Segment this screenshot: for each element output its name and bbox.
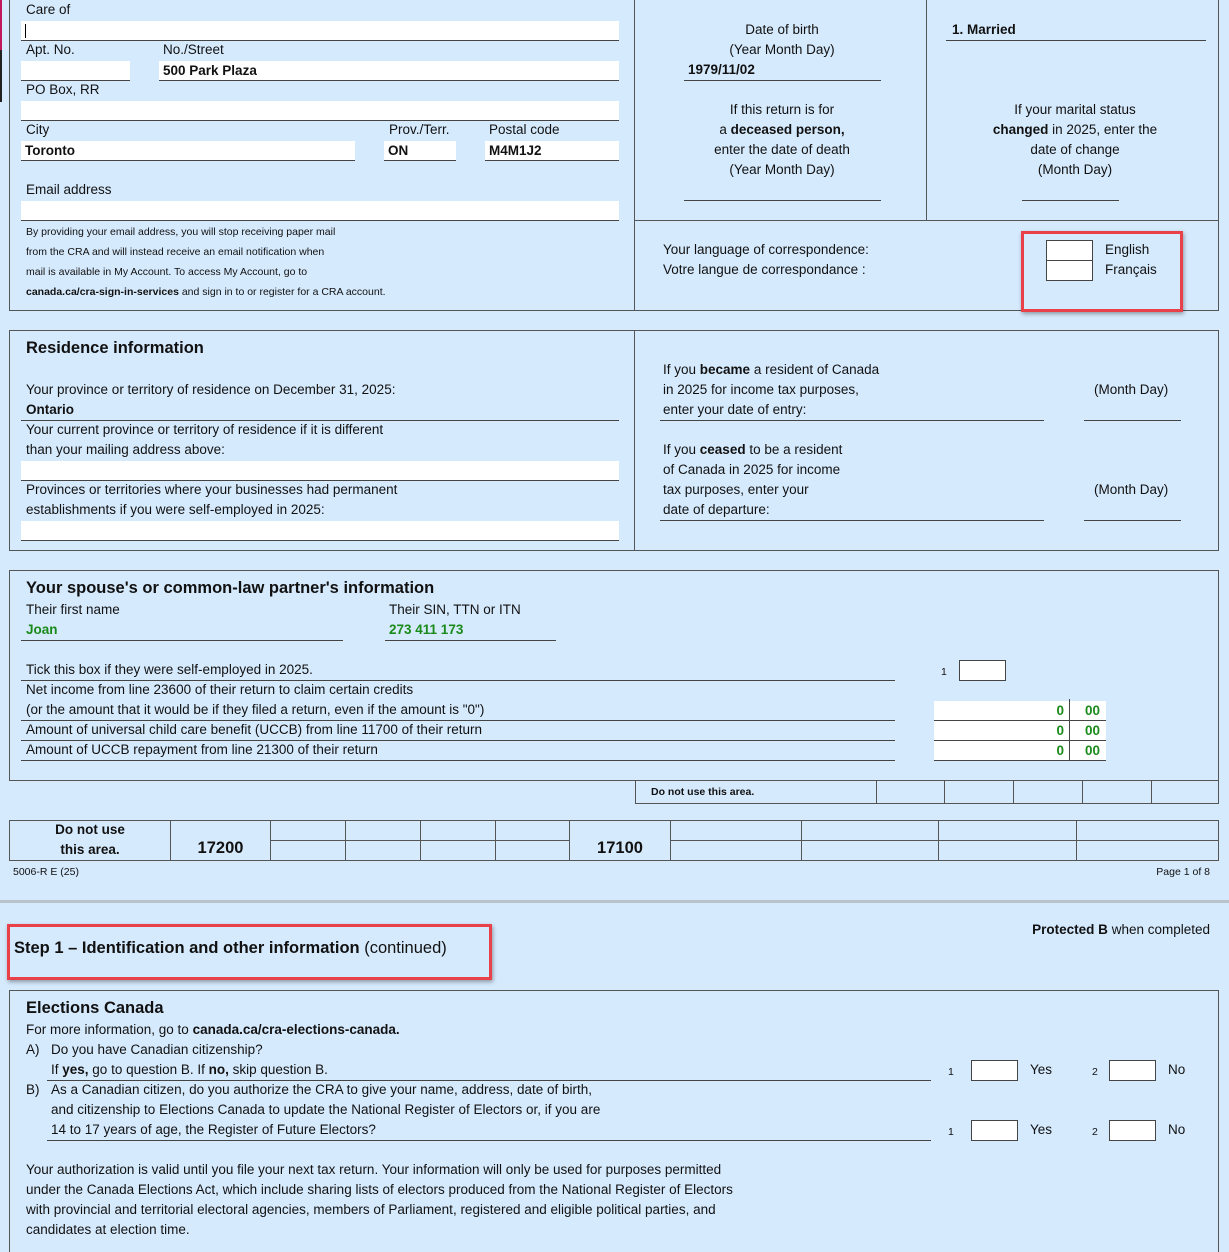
marital-change-line-1: If your marital status: [1014, 102, 1136, 117]
email-note-tail: and sign in to or register for a CRA account.: [178, 286, 386, 298]
became-underline: [660, 420, 1044, 421]
became-line-3: enter your date of entry:: [663, 402, 807, 417]
apt-field[interactable]: [21, 61, 130, 81]
residence-current-field[interactable]: [21, 461, 619, 481]
question-b-line-2: and citizenship to Elections Canada to update the National Register of Electors or, if you are: [51, 1102, 601, 1117]
self-employed-label: Tick this box if they were self-employed in 2025.: [26, 662, 313, 677]
authorization-line-4: candidates at election time.: [26, 1222, 190, 1237]
amount-dollars: 0: [1056, 703, 1064, 718]
language-label-fr: Votre langue de correspondance :: [663, 262, 866, 277]
amount-net-income[interactable]: [934, 701, 1106, 721]
email-field[interactable]: [21, 201, 619, 221]
question-a-line-2: If yes, go to question B. If no, skip question B.: [51, 1062, 328, 1077]
residence-current-line-1: Your current province or territory of residence if it is different: [26, 422, 384, 437]
question-b-no-num: 2: [1092, 1126, 1098, 1138]
question-b-no-label: No: [1168, 1122, 1186, 1137]
deceased-line-3: enter the date of death: [714, 142, 850, 157]
codes-do-not-use-line-2: this area.: [60, 842, 120, 857]
question-a-no-num: 2: [1092, 1066, 1098, 1078]
strip-cell-divider: [1013, 781, 1014, 804]
business-prov-line-2: establishments if you were self-employed in 2025:: [26, 502, 325, 517]
date-of-departure-field[interactable]: [1084, 520, 1181, 521]
cra-sign-in-link[interactable]: canada.ca/cra-sign-in-services: [26, 286, 179, 298]
spouse-sin-value[interactable]: 273 411 173: [389, 622, 464, 637]
apt-label: Apt. No.: [26, 42, 75, 57]
codes-midline: [270, 840, 570, 841]
uccb-label: Amount of universal child care benefit (UCCB) from line 11700 of their return: [26, 722, 482, 737]
spouse-name-value[interactable]: Joan: [26, 622, 58, 637]
uccb-repay-underline: [21, 760, 895, 761]
amount-cents: 00: [1085, 703, 1101, 718]
do-not-use-strip-label: Do not use this area.: [651, 786, 755, 798]
email-label: Email address: [26, 182, 112, 197]
marital-change-line-3: date of change: [1030, 142, 1120, 157]
ceased-underline: [660, 520, 1044, 521]
authorization-line-2: under the Canada Elections Act, which include sharing lists of electors produced from the National Register of Electors: [26, 1182, 733, 1197]
authorization-line-3: with provincial and territorial electoral agencies, members of Parliament, registered and eligible political parties, and: [26, 1202, 716, 1217]
prov-field[interactable]: ON: [384, 141, 456, 161]
language-label-en: Your language of correspondence:: [663, 242, 869, 257]
deceased-line-2: a deceased person,: [719, 122, 845, 137]
english-label: English: [1105, 242, 1150, 257]
uccb-repay-label: Amount of UCCB repayment from line 21300 of their return: [26, 742, 378, 757]
form-id: 5006-R E (25): [13, 866, 79, 878]
dob-value[interactable]: 1979/11/02: [688, 62, 755, 77]
postal-field[interactable]: M4M1J2: [485, 141, 619, 161]
date-of-death-field[interactable]: [684, 200, 881, 201]
residence-prov-value[interactable]: Ontario: [26, 402, 75, 417]
net-income-line-1: Net income from line 23600 of their return to claim certain credits: [26, 682, 414, 697]
dob-label: Date of birth: [745, 22, 819, 37]
question-b-yes-checkbox[interactable]: [971, 1120, 1018, 1141]
ceased-line-1: If you ceased to be a resident: [663, 442, 843, 457]
elections-title: Elections Canada: [26, 999, 164, 1017]
birth-marital-divider: [926, 0, 927, 221]
codes-do-not-use-line-1: Do not use: [55, 822, 125, 837]
spouse-name-label: Their first name: [26, 602, 120, 617]
ceased-line-2: of Canada in 2025 for income: [663, 462, 841, 477]
question-a-line-1: Do you have Canadian citizenship?: [51, 1042, 263, 1057]
marital-change-line-4: (Month Day): [1037, 162, 1113, 177]
authorization-line-1: Your authorization is valid until you file your next tax return. Your information will only be used for purposes permitted: [26, 1162, 722, 1177]
strip-cell-divider: [1082, 781, 1083, 804]
amount-divider: [1069, 741, 1070, 761]
page-number: Page 1 of 8: [1156, 866, 1210, 878]
amount-dollars: 0: [1056, 743, 1064, 758]
question-b-underline: [47, 1140, 931, 1141]
spouse-name-underline: [21, 640, 343, 641]
became-line-2: in 2025 for income tax purposes,: [663, 382, 859, 397]
care-of-field[interactable]: [21, 21, 619, 41]
self-employed-line-num: 1: [941, 666, 947, 678]
question-b-line-3: 14 to 17 years of age, the Register of Future Electors?: [51, 1122, 376, 1137]
step-title: Step 1 – Identification and other information (continued): [14, 939, 447, 957]
business-prov-line-1: Provinces or territories where your businesses had permanent: [26, 482, 398, 497]
codes-divider: [1076, 820, 1077, 861]
spouse-title: Your spouse's or common-law partner's information: [26, 579, 435, 597]
became-line-1: If you became a resident of Canada: [663, 362, 880, 377]
codes-midline: [670, 840, 1219, 841]
amount-cents: 00: [1085, 723, 1101, 738]
step-title-highlight-box: [7, 924, 492, 980]
residence-prov-label: Your province or territory of residence on December 31, 2025:: [26, 382, 396, 397]
strip-cell-divider: [944, 781, 945, 804]
dob-underline: [684, 80, 881, 81]
question-a-yes-checkbox[interactable]: [971, 1060, 1018, 1081]
business-prov-field[interactable]: [21, 521, 619, 541]
window-edge-dark: [0, 50, 2, 102]
question-a-yes-num: 1: [948, 1066, 954, 1078]
question-a-yes-label: Yes: [1030, 1062, 1053, 1077]
city-field[interactable]: Toronto: [21, 141, 355, 161]
strip-cell-divider: [1151, 781, 1152, 804]
street-field[interactable]: 500 Park Plaza: [159, 61, 619, 81]
residence-title: Residence information: [26, 339, 204, 357]
residence-current-line-2: than your mailing address above:: [26, 442, 225, 457]
became-unit: (Month Day): [1094, 382, 1169, 397]
elections-info: For more information, go to canada.ca/cra-elections-canada.: [26, 1022, 400, 1037]
codes-divider: [938, 820, 939, 861]
deceased-line-4: (Year Month Day): [729, 162, 835, 177]
ceased-line-3: tax purposes, enter your: [663, 482, 809, 497]
question-b-no-checkbox[interactable]: [1109, 1120, 1156, 1141]
page-separator: [0, 900, 1229, 903]
street-label: No./Street: [163, 42, 224, 57]
amount-uccb[interactable]: [934, 721, 1106, 741]
marital-status-underline: [946, 40, 1206, 41]
email-note-line-4: [26, 282, 386, 302]
email-note-line-1: By providing your email address, you will stop receiving paper mail: [26, 226, 336, 238]
prov-label: Prov./Terr.: [389, 122, 450, 137]
pobox-field[interactable]: [21, 101, 619, 121]
marital-change-line-2: changed in 2025, enter the: [992, 122, 1158, 137]
city-label: City: [26, 122, 50, 137]
email-note-line-2: from the CRA and will instead receive an email notification when: [26, 246, 325, 258]
code-17200: 17200: [197, 839, 244, 857]
amount-divider: [1069, 699, 1070, 721]
question-b-yes-num: 1: [948, 1126, 954, 1138]
codes-divider: [801, 820, 802, 861]
window-edge-accent: [0, 0, 2, 50]
question-a-no-label: No: [1168, 1062, 1186, 1077]
date-of-entry-field[interactable]: [1084, 420, 1181, 421]
care-of-label: Care of: [26, 2, 71, 17]
deceased-line-1: If this return is for: [729, 102, 835, 117]
amount-divider: [1069, 721, 1070, 741]
elections-link[interactable]: canada.ca/cra-elections-canada.: [192, 1022, 400, 1037]
dob-format: (Year Month Day): [729, 42, 835, 57]
question-b-letter: B): [26, 1082, 40, 1097]
self-employed-checkbox[interactable]: [959, 660, 1006, 681]
marital-change-date-field[interactable]: [1022, 200, 1119, 201]
ceased-unit: (Month Day): [1094, 482, 1169, 497]
pobox-label: PO Box, RR: [26, 82, 100, 97]
francais-label: Français: [1105, 262, 1157, 277]
question-b-line-1: As a Canadian citizen, do you authorize the CRA to give your name, address, date of birth,: [51, 1082, 593, 1097]
amount-cents: 00: [1085, 743, 1101, 758]
strip-cell-divider: [876, 781, 877, 804]
question-a-letter: A): [26, 1042, 40, 1057]
code-17100: 17100: [597, 839, 643, 857]
spouse-sin-underline: [385, 640, 556, 641]
question-b-yes-label: Yes: [1030, 1122, 1053, 1137]
protected-b-label: Protected B when completed: [1032, 922, 1210, 937]
spouse-sin-label: Their SIN, TTN or ITN: [389, 602, 521, 617]
amount-dollars: 0: [1056, 723, 1064, 738]
amount-uccb-repay[interactable]: [934, 741, 1106, 761]
question-a-no-checkbox[interactable]: [1109, 1060, 1156, 1081]
language-highlight-box: [1021, 231, 1183, 312]
residence-divider: [634, 331, 635, 550]
email-note-line-3: mail is available in My Account. To access My Account, go to: [26, 266, 308, 278]
postal-label: Postal code: [489, 122, 560, 137]
net-income-line-2: (or the amount that it would be if they filed a return, even if the amount is "0"): [26, 702, 485, 717]
marital-status-value[interactable]: 1. Married: [952, 22, 1016, 37]
ceased-line-4: date of departure:: [663, 502, 770, 517]
